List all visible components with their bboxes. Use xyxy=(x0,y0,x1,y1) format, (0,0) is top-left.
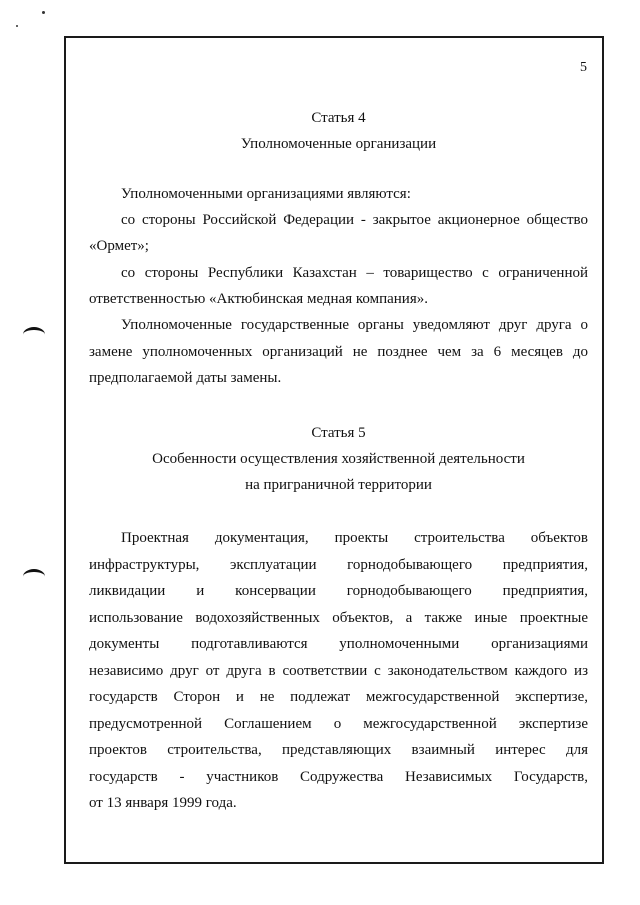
article-5-paragraph-line: ликвидации и консервации горнодобывающего предприятия, xyxy=(89,583,588,599)
page-number: 5 xyxy=(580,60,587,75)
article-5-paragraph-line: Проектная документация, проекты строительства объектов xyxy=(121,530,588,546)
article-5-title-line: на приграничной территории xyxy=(245,477,432,493)
article-4-paragraph-line: со стороны Российской Федерации - закрытое акционерное общество xyxy=(121,212,588,228)
scan-speck xyxy=(16,25,18,27)
punch-hole-mark-lower xyxy=(23,569,45,584)
article-4-paragraph-line: предполагаемой даты замены. xyxy=(89,370,282,386)
article-5-paragraph-line: государств - участников Содружества Независимых Государств, xyxy=(89,769,588,785)
article-4-paragraph-line: ответственностью «Актюбинская медная компания». xyxy=(89,291,428,307)
document-page-frame xyxy=(64,36,604,864)
scan-speck xyxy=(42,11,45,14)
article-4-paragraph-line: со стороны Республики Казахстан – товарищество с ограниченной xyxy=(121,265,588,281)
article-5-paragraph-line: использование водохозяйственных объектов, а также иные проектные xyxy=(89,610,588,626)
article-5-paragraph-line: документы подготавливаются уполномоченными организациями xyxy=(89,636,588,652)
article-5-paragraph-line: независимо друг от друга в соответствии с законодательством каждого из xyxy=(89,663,588,679)
article-5-paragraph-line: государств Сторон и не подлежат межгосударственной экспертизе, xyxy=(89,689,588,705)
article-4-paragraph-line: Уполномоченными организациями являются: xyxy=(121,186,411,202)
article-5-heading: Статья 5 xyxy=(311,425,366,441)
article-5-paragraph-line: инфраструктуры, эксплуатации горнодобывающего предприятия, xyxy=(89,557,588,573)
article-5-title-line: Особенности осуществления хозяйственной деятельности xyxy=(152,451,525,467)
article-4-heading: Статья 4 xyxy=(311,110,366,126)
article-5-paragraph-line: проектов строительства, представляющих взаимный интерес для xyxy=(89,742,588,758)
punch-hole-mark-upper xyxy=(23,327,45,342)
article-5-paragraph-line: от 13 января 1999 года. xyxy=(89,795,237,811)
article-4-paragraph-line: «Ормет»; xyxy=(89,238,149,254)
article-5-paragraph-line: предусмотренной Соглашением о межгосударственной экспертизе xyxy=(89,716,588,732)
article-4-paragraph-line: Уполномоченные государственные органы уведомляют друг друга о xyxy=(121,317,588,333)
article-4-paragraph-line: замене уполномоченных организаций не позднее чем за 6 месяцев до xyxy=(89,344,588,360)
article-4-title: Уполномоченные организации xyxy=(240,136,437,152)
